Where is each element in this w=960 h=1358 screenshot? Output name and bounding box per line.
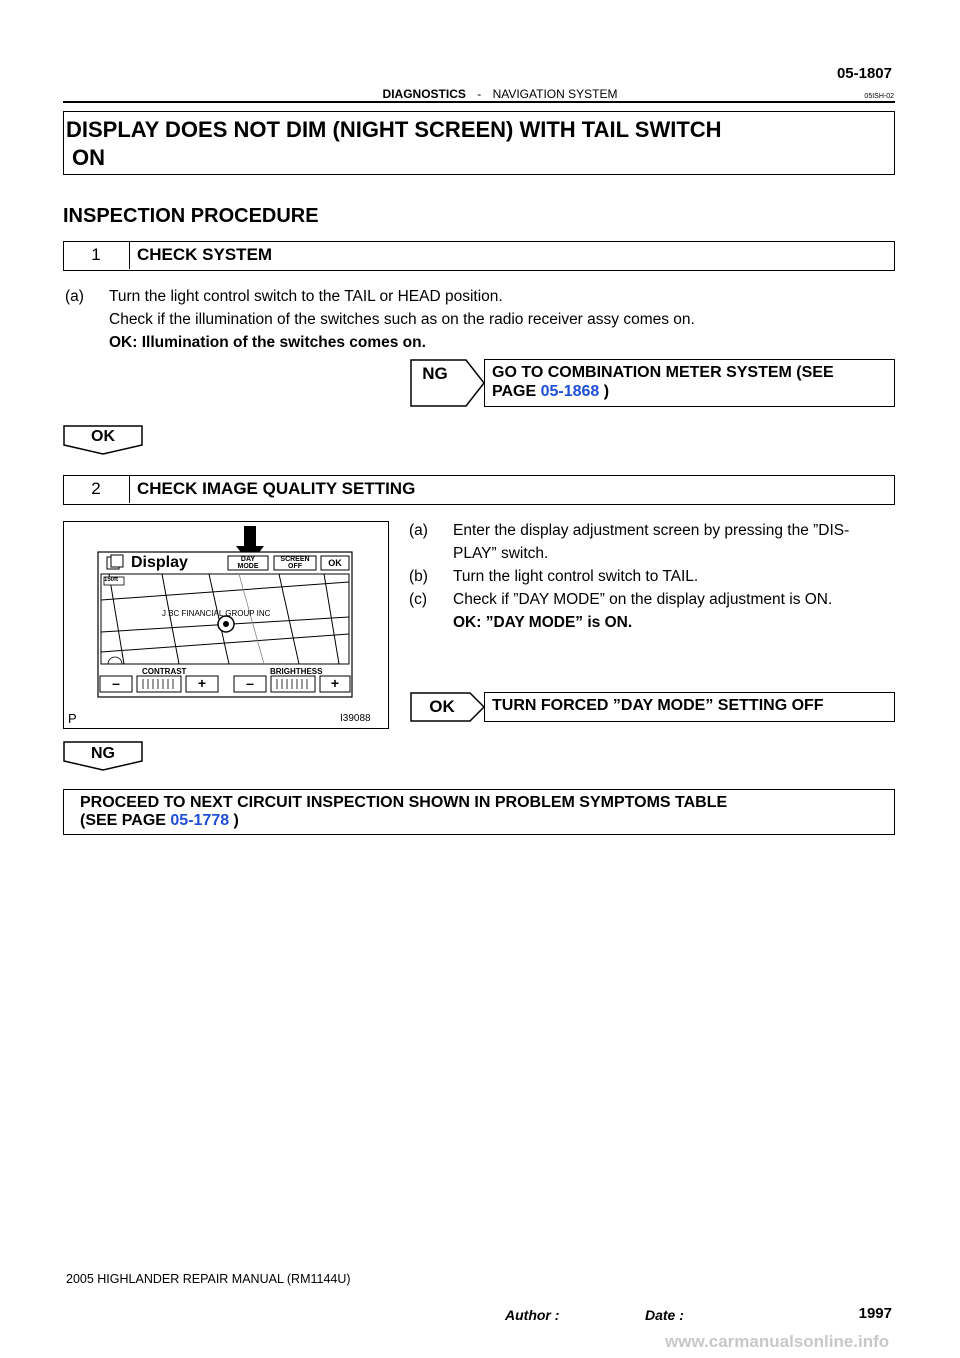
step-1-item-a-text: Turn the light control switch to the TAIL or HEAD position.	[109, 288, 503, 305]
figure-id: I39088	[340, 713, 371, 724]
step-2-item-a-text-2: PLAY” switch.	[453, 545, 549, 562]
step-2-label: CHECK IMAGE QUALITY SETTING	[137, 479, 416, 498]
step-2-ok-label: OK	[429, 697, 455, 716]
section-title: INSPECTION PROCEDURE	[63, 205, 319, 227]
step-1-label: CHECK SYSTEM	[137, 245, 273, 264]
proceed-line-2	[80, 812, 890, 830]
header-category: DIAGNOSTICS	[382, 87, 466, 101]
step-2-item-c-marker: (c)	[409, 591, 428, 608]
proceed-page-suffix: )	[229, 812, 239, 829]
step-1-ng-page-link[interactable]: 05-1868	[540, 383, 600, 400]
figure-brightness-label: BRIGHTHESS	[270, 667, 323, 676]
figure-contrast-plus: +	[197, 675, 207, 691]
step-1-number: 1	[63, 241, 130, 269]
step-2-item-c-text: Check if ”DAY MODE” on the display adjustment is ON.	[453, 591, 833, 608]
figure-corner-letter: P	[68, 711, 77, 726]
step-2-ng-tab: NG	[91, 745, 115, 762]
step-1-item-a-marker: (a)	[65, 288, 84, 305]
footer-author-label: Author :	[505, 1307, 560, 1323]
proceed-page-prefix: (SEE PAGE	[80, 812, 171, 829]
footer-watermark: www.carmanualsonline.info	[665, 1332, 890, 1351]
step-1-ng-page-suffix: )	[599, 383, 610, 400]
header-doc-id: 05ISH-02	[864, 93, 894, 100]
header-subject: NAVIGATION SYSTEM	[492, 87, 618, 101]
step-2-item-a-marker: (a)	[409, 522, 428, 539]
step-2-item-b-marker: (b)	[409, 568, 428, 585]
header-rule	[63, 101, 895, 103]
page-title	[66, 116, 886, 172]
figure-ok-button: OK	[328, 558, 342, 568]
figure-map-label: J BC FINANCIAL GROUP INC	[162, 609, 271, 618]
figure-screen-off-line-1: SCREEN	[280, 556, 310, 563]
figure-contrast-minus: –	[112, 675, 120, 691]
header-title	[300, 87, 700, 101]
figure-screen-off-button	[274, 556, 316, 570]
header-separator: -	[477, 87, 482, 101]
figure-brightness-plus: +	[330, 675, 340, 691]
step-1-ng-result-line-1: GO TO COMBINATION METER SYSTEM (SEE	[492, 364, 834, 381]
step-2-ok-criteria: OK: ”DAY MODE” is ON.	[453, 614, 633, 631]
step-1-ng-page-prefix: PAGE	[492, 383, 541, 400]
display-screen-figure	[64, 522, 386, 726]
figure-day-mode-line-2: MODE	[237, 563, 259, 570]
proceed-line-1: PROCEED TO NEXT CIRCUIT INSPECTION SHOWN IN PROBLEM SYMPTOMS TABLE	[80, 794, 728, 811]
step-2-ok-result: TURN FORCED ”DAY MODE” SETTING OFF	[492, 697, 824, 714]
proceed-page-link[interactable]: 05-1778	[170, 812, 230, 829]
figure-screen-off-line-2: OFF	[288, 563, 302, 570]
title-line-1: DISPLAY DOES NOT DIM (NIGHT SCREEN) WITH TAIL SWITCH	[66, 117, 722, 142]
proceed-text	[80, 794, 890, 830]
step-1-item-a-check: Check if the illumination of the switches such as on the radio receiver assy comes on.	[109, 311, 695, 328]
step-1-ng-label: NG	[422, 364, 448, 383]
figure-screen-title: Display	[131, 554, 188, 571]
step-2-number: 2	[63, 475, 130, 503]
step-1-ng-result-line-2	[492, 382, 890, 401]
figure-day-mode-button	[228, 556, 268, 570]
figure-brightness-minus: –	[246, 675, 254, 691]
footer-manual: 2005 HIGHLANDER REPAIR MANUAL (RM1144U)	[66, 1272, 351, 1286]
step-1-ok-tab: OK	[91, 428, 115, 445]
step-1-ng-result	[492, 363, 890, 401]
header-page-code: 05-1807	[836, 65, 892, 82]
footer-date-label: Date :	[645, 1307, 684, 1323]
figure-map-scale: 150ft	[104, 577, 119, 583]
title-line-2: ON	[72, 145, 105, 170]
step-2-item-b-text: Turn the light control switch to TAIL.	[453, 568, 699, 585]
figure-day-mode-line-1: DAY	[240, 556, 256, 563]
step-1-ok-criteria: OK: Illumination of the switches comes on.	[109, 334, 426, 351]
step-2-item-a-text: Enter the display adjustment screen by pressing the ”DIS-	[453, 522, 850, 539]
footer-page-number: 1997	[858, 1305, 892, 1322]
figure-contrast-label: CONTRAST	[142, 667, 187, 676]
